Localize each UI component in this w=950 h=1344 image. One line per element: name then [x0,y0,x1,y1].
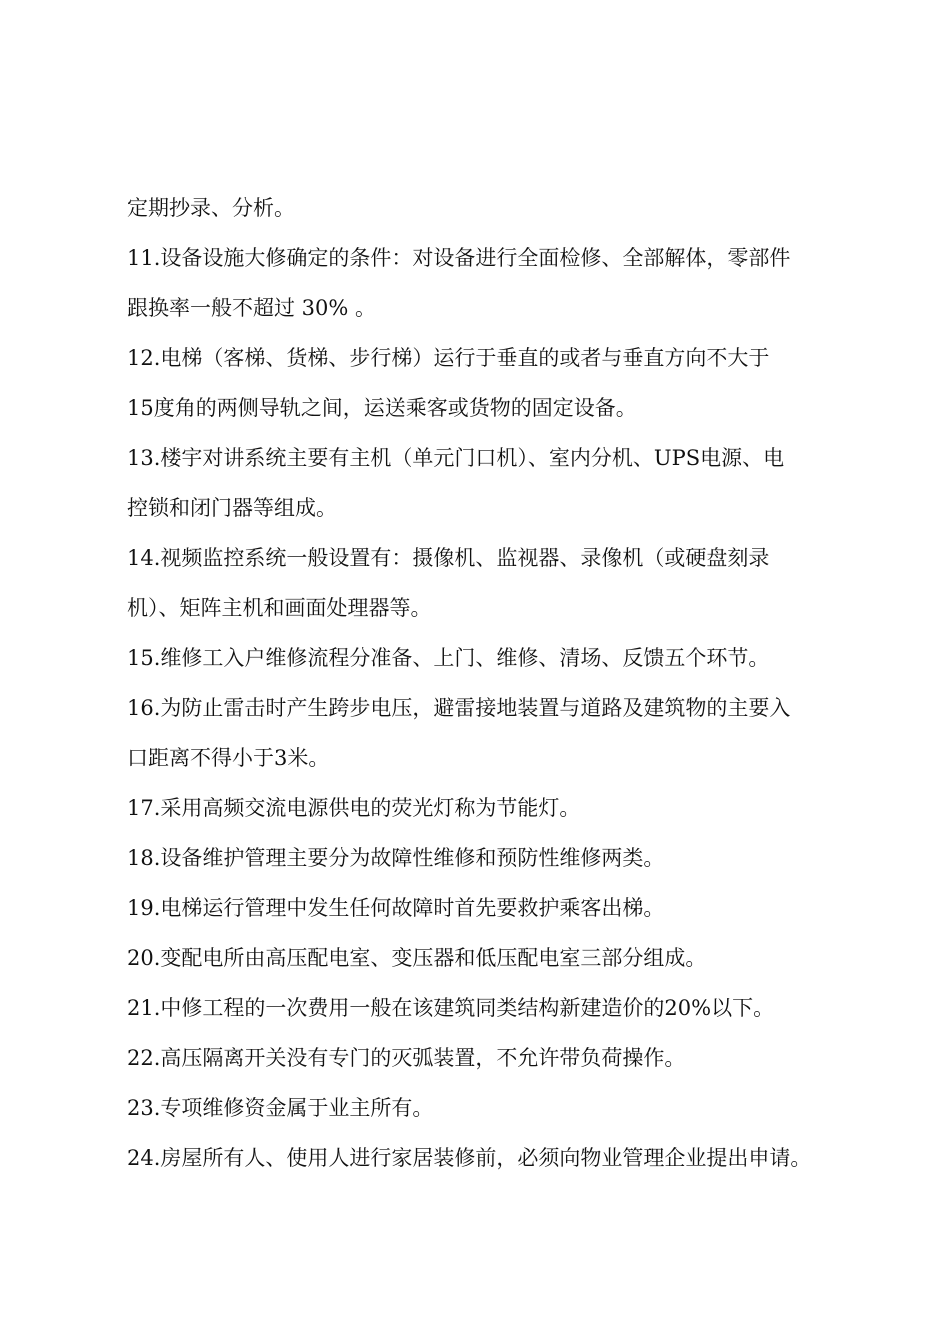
text-line: 口距离不得小于3米。 [127,746,330,770]
text-line: 19.电梯运行管理中发生任何故障时首先要救护乘客出梯。 [127,896,665,920]
text-line: 24.房屋所有人、使用人进行家居装修前，必须向物业管理企业提出申请。 [127,1146,812,1170]
text-line: 18.设备维护管理主要分为故障性维修和预防性维修两类。 [127,846,665,870]
text-line: 17.采用高频交流电源供电的荧光灯称为节能灯。 [127,796,581,820]
text-line: 16.为防止雷击时产生跨步电压，避雷接地装置与道路及建筑物的主要入 [127,696,791,720]
text-line: 21.中修工程的一次费用一般在该建筑同类结构新建造价的20%以下。 [127,996,775,1020]
document-body [127,183,847,1183]
text-line: 15度角的两侧导轨之间，运送乘客或货物的固定设备。 [127,396,637,420]
text-line: 23.专项维修资金属于业主所有。 [127,1096,434,1120]
text-line: 定期抄录、分析。 [127,196,295,220]
text-line: 12.电梯（客梯、货梯、步行梯）运行于垂直的或者与垂直方向不大于 [127,346,770,370]
text-line: 20.变配电所由高压配电室、变压器和低压配电室三部分组成。 [127,946,707,970]
text-line: 13.楼宇对讲系统主要有主机（单元门口机）、室内分机、UPS电源、电 [127,446,785,470]
text-line: 14.视频监控系统一般设置有：摄像机、监视器、录像机（或硬盘刻录 [127,546,770,570]
text-line: 控锁和闭门器等组成。 [127,496,337,520]
text-line: 22.高压隔离开关没有专门的灭弧装置，不允许带负荷操作。 [127,1046,686,1070]
text-line: 15.维修工入户维修流程分准备、上门、维修、清场、反馈五个环节。 [127,646,770,670]
text-line: 机）、矩阵主机和画面处理器等。 [127,596,432,620]
text-line: 11.设备设施大修确定的条件：对设备进行全面检修、全部解体，零部件 [127,246,791,270]
text-line: 跟换率一般不超过 30% 。 [127,296,377,320]
